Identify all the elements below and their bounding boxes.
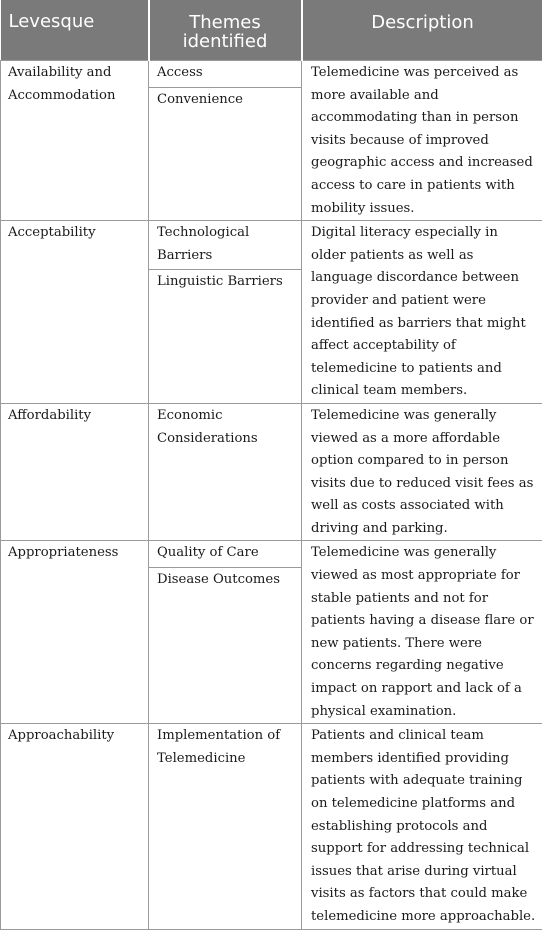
theme-item: Disease Outcomes bbox=[149, 568, 301, 594]
themes-cell bbox=[149, 61, 302, 221]
header-row bbox=[1, 0, 542, 61]
theme-item: Economic Considerations bbox=[149, 404, 301, 452]
table-body bbox=[1, 61, 542, 930]
description-cell: Telemedicine was generally viewed as most appropriate for stable patients and not for patients having a disease flare or new patients. There were concerns regarding negative impact on rapport and lack of a physical examination. bbox=[302, 541, 542, 724]
header-levesque bbox=[1, 0, 149, 61]
table-row bbox=[1, 541, 542, 724]
table-row bbox=[1, 61, 542, 221]
levesque-cell: Acceptability bbox=[1, 221, 149, 404]
themes-cell bbox=[149, 541, 302, 724]
table-row bbox=[1, 724, 542, 929]
levesque-cell: Approachability bbox=[1, 724, 149, 929]
header-themes bbox=[149, 0, 302, 61]
table-row bbox=[1, 221, 542, 404]
levesque-cell: Appropriateness bbox=[1, 541, 149, 724]
themes-cell bbox=[149, 221, 302, 404]
theme-item: Linguistic Barriers bbox=[149, 270, 301, 296]
theme-item: Technological Barriers bbox=[149, 221, 301, 270]
header-description bbox=[302, 0, 542, 61]
description-cell: Telemedicine was perceived as more available and accommodating than in person visits because of improved geographic access and increased access to care in patients with mobility issues. bbox=[302, 61, 542, 221]
theme-item: Access bbox=[149, 61, 301, 88]
description-cell: Patients and clinical team members identified providing patients with adequate training on telemedicine platforms and establishing protocols and support for addressing technical issues that arise during virtual visits as factors that could make telemedicine more approachable. bbox=[302, 724, 542, 929]
header-description-label: Description bbox=[303, 0, 542, 32]
description-cell: Telemedicine was generally viewed as a more affordable option compared to in person visits due to reduced visit fees as well as costs associated with driving and parking. bbox=[302, 403, 542, 541]
levesque-cell: Affordability bbox=[1, 403, 149, 541]
themes-cell bbox=[149, 403, 302, 541]
theme-item: Implementation of Telemedicine bbox=[149, 724, 301, 772]
levesque-cell: Availability and Accommodation bbox=[1, 61, 149, 221]
header-levesque-label: Levesque bbox=[1, 0, 148, 31]
table-row bbox=[1, 403, 542, 541]
themes-cell bbox=[149, 724, 302, 929]
table-header bbox=[1, 0, 542, 61]
theme-item: Convenience bbox=[149, 88, 301, 114]
description-cell: Digital literacy especially in older patients as well as language discordance between provider and patient were identified as barriers that might affect acceptability of telemedicine to patients and clinical team members. bbox=[302, 221, 542, 404]
theme-item: Quality of Care bbox=[149, 541, 301, 568]
header-themes-label: Themes identified bbox=[150, 0, 301, 51]
